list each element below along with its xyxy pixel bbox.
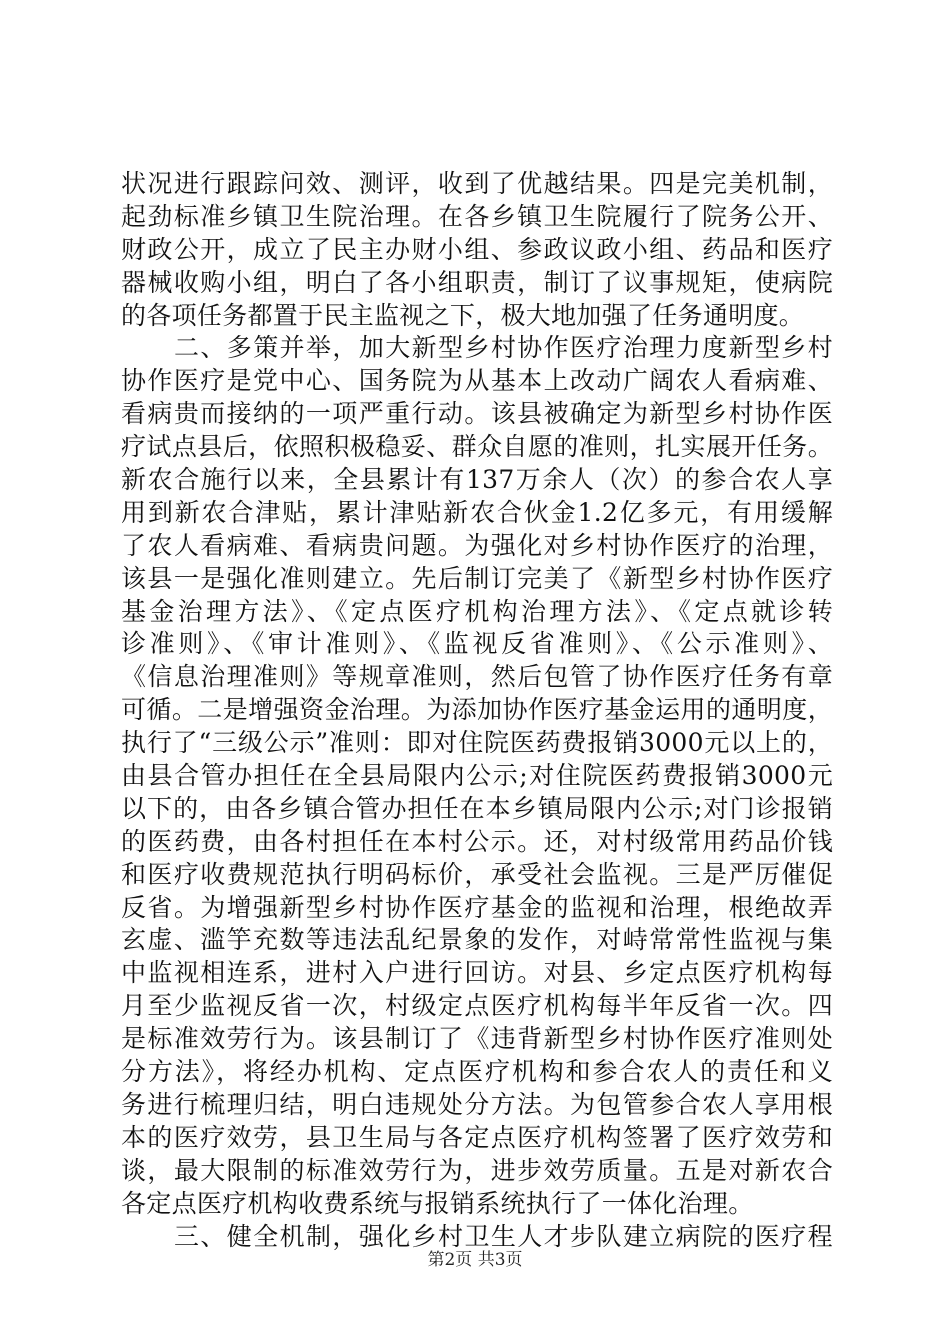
text-line: 《信息治理准则》等规章准则，然后包管了协作医疗任务有章	[121, 662, 833, 692]
text-line: 疗试点县后，依照积极稳妥、群众自愿的准则，扎实展开任务。	[121, 432, 833, 462]
text-line: 务进行梳理归结，明白违规处分方法。为包管参合农人享用根	[121, 1089, 833, 1119]
text-line: 起劲标准乡镇卫生院治理。在各乡镇卫生院履行了院务公开、	[121, 201, 833, 231]
text-line: 谈，最大限制的标准效劳行为，进步效劳质量。五是对新农合	[121, 1155, 833, 1185]
text-line: 基金治理方法》、《定点医疗机构治理方法》、《定点就诊转	[121, 596, 833, 626]
text-line: 该县一是强化准则建立。先后制订完美了《新型乡村协作医疗	[121, 563, 833, 593]
text-line: 新农合施行以来，全县累计有137万余人（次）的参合农人享	[121, 465, 833, 495]
page-number-footer: 第2页 共3页	[427, 1250, 523, 1270]
text-line: 以下的，由各乡镇合管办担任在本乡镇局限内公示;对门诊报销	[121, 793, 833, 823]
text-line: 各定点医疗机构收费系统与报销系统执行了一体化治理。	[121, 1188, 754, 1218]
text-line: 协作医疗是党中心、国务院为从基本上改动广阔农人看病难、	[121, 366, 833, 396]
text-line: 由县合管办担任在全县局限内公示;对住院医药费报销3000元	[121, 761, 833, 791]
text-line: 可循。二是增强资金治理。为添加协作医疗基金运用的通明度，	[121, 695, 833, 725]
text-line: 中监视相连系，进村入户进行回访。对县、乡定点医疗机构每	[121, 958, 833, 988]
body-text	[121, 168, 833, 1253]
text-line: 了农人看病难、看病贵问题。为强化对乡村协作医疗的治理，	[121, 530, 833, 560]
text-line: 财政公开，成立了民主办财小组、参政议政小组、药品和医疗	[121, 234, 833, 264]
text-line: 状况进行跟踪问效、测评，收到了优越结果。四是完美机制，	[121, 169, 833, 198]
text-line: 看病贵而接纳的一项严重行动。该县被确定为新型乡村协作医	[121, 399, 833, 429]
text-line: 玄虚、滥竽充数等违法乱纪景象的发作，对峙常常性监视与集	[121, 925, 833, 955]
text-line: 分方法》，将经办机构、定点医疗机构和参合农人的责任和义	[121, 1057, 833, 1087]
text-line: 的各项任务都置于民主监视之下，极大地加强了任务通明度。	[121, 300, 805, 330]
section-heading-line: 三、健全机制，强化乡村卫生人才步队建立病院的医疗程	[174, 1221, 833, 1251]
text-line: 的医药费，由各村担任在本村公示。还，对村级常用药品价钱	[121, 826, 833, 856]
text-line: 和医疗收费规范执行明码标价，承受社会监视。三是严厉催促	[121, 859, 833, 889]
text-line: 执行了“三级公示”准则：即对住院医药费报销3000元以上的，	[121, 728, 833, 758]
text-line: 月至少监视反省一次，村级定点医疗机构每半年反省一次。四	[121, 991, 833, 1021]
text-line: 本的医疗效劳，县卫生局与各定点医疗机构签署了医疗效劳和	[121, 1122, 833, 1152]
section-heading-line: 二、多策并举，加大新型乡村协作医疗治理力度新型乡村	[174, 333, 833, 363]
text-line: 器械收购小组，明白了各小组职责，制订了议事规矩，使病院	[121, 267, 833, 297]
text-line: 是标准效劳行为。该县制订了《违背新型乡村协作医疗准则处	[121, 1024, 833, 1054]
text-line: 反省。为增强新型乡村协作医疗基金的监视和治理，根绝故弄	[121, 892, 833, 922]
text-line: 用到新农合津贴，累计津贴新农合伙金1.2亿多元，有用缓解	[121, 497, 833, 527]
text-line: 诊准则》、《审计准则》、《监视反省准则》、《公示准则》、	[121, 629, 833, 659]
